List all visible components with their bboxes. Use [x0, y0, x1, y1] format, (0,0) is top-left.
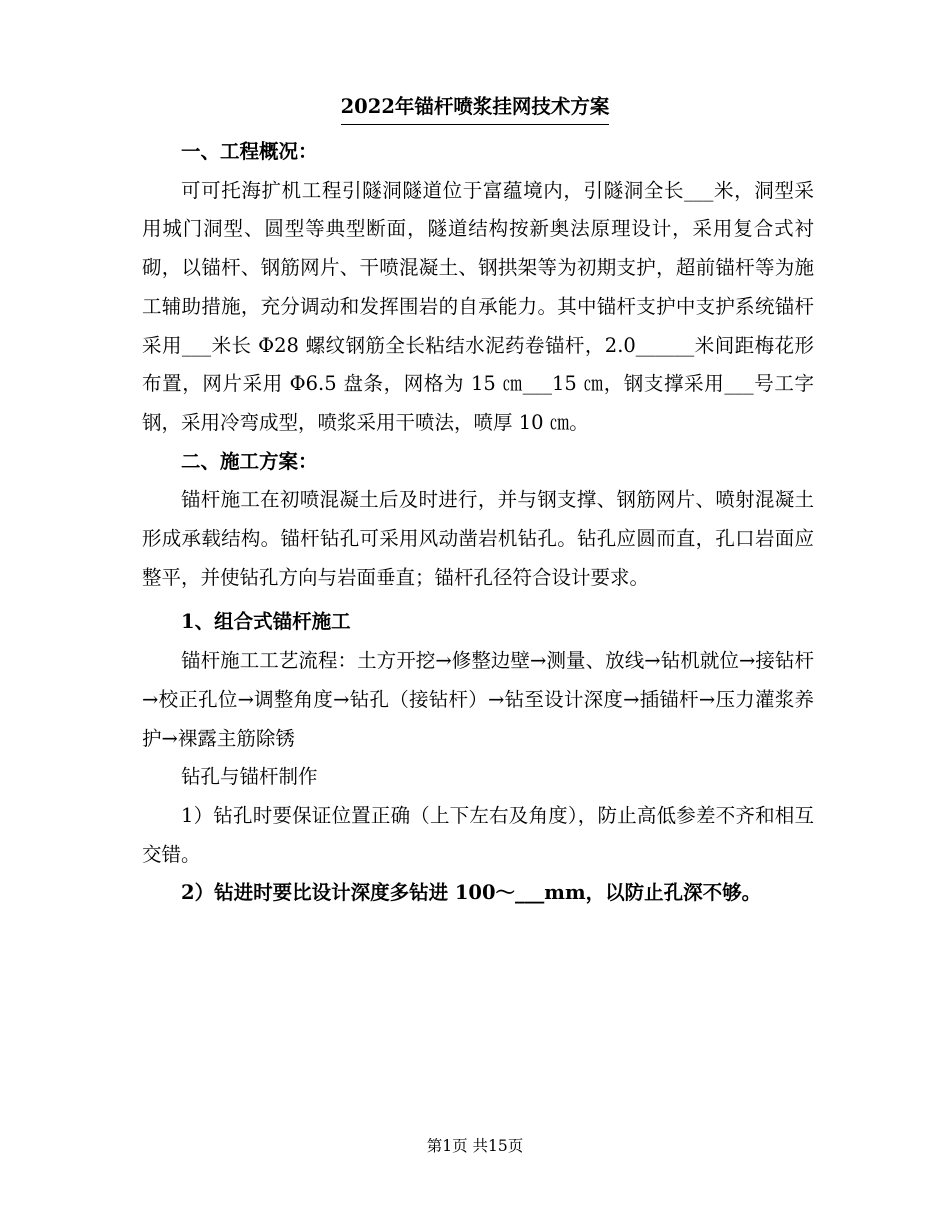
paragraph-drilling-item-2: 2）钻进时要比设计深度多钻进 100～___mm，以防止孔深不够。	[181, 881, 762, 905]
document-body	[142, 133, 814, 913]
paragraph-drilling-item-1: 1）钻孔时要保证位置正确（上下左右及角度），防止高低参差不齐和相互交错。	[142, 803, 814, 866]
paragraph-process-flow: 锚杆施工工艺流程：土方开挖→修整边壁→测量、放线→钻机就位→接钻杆→校正孔位→调整角度→钻孔（接钻杆）→钻至设计深度→插锚杆→压力灌浆养护→裸露主筋除锈	[142, 649, 814, 750]
document-title	[0, 92, 950, 125]
page-footer: 第1页 共15页	[426, 1137, 524, 1155]
section-heading-construction-plan: 二、施工方案：	[181, 449, 318, 473]
paragraph-drilling-subheading: 钻孔与锚杆制作	[181, 765, 318, 789]
paragraph-construction-plan: 锚杆施工在初喷混凝土后及时进行，并与钢支撑、钢筋网片、喷射混凝土形成承载结构。锚杆钻孔可采用风动凿岩机钻孔。钻孔应圆而直，孔口岩面应整平，并使钻孔方向与岩面垂直；锚杆孔径符合设计要求。	[142, 488, 814, 589]
section-heading-anchor-construction: 1、组合式锚杆施工	[181, 610, 351, 634]
paragraph-overview: 可可托海扩机工程引隧洞隧道位于富蕴境内，引隧洞全长___米，洞型采用城门洞型、圆型等典型断面，隧道结构按新奥法原理设计，采用复合式衬砌，以锚杆、钢筋网片、干喷混凝土、钢拱架等为初期支护，超前锚杆等为施工辅助措施，充分调动和发挥围岩的自承能力。其中锚杆支护中支护系统锚杆采用___米长 Φ28 螺纹钢筋全长粘结水泥药卷锚杆，2.0______米间距梅花形布置，网片采用 Φ6.5 盘条，网格为 15 ㎝___15 ㎝，钢支撑采用___号工字钢，采用冷弯成型，喷浆采用干喷法，喷厚 10 ㎝。	[142, 178, 814, 434]
document-title-text: 2022年锚杆喷浆挂网技术方案	[341, 92, 610, 125]
section-heading-overview: 一、工程概况：	[181, 140, 318, 163]
